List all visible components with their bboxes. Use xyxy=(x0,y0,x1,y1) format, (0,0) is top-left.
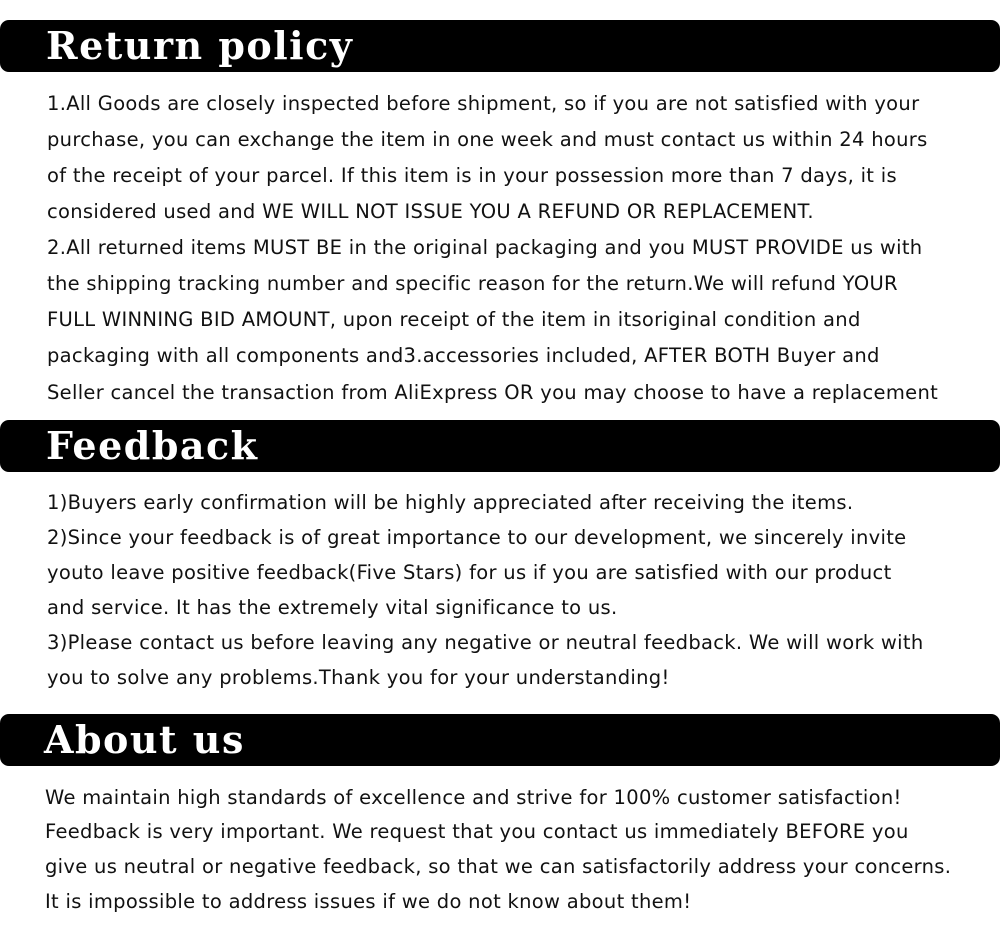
return-policy-line: Seller cancel the transaction from AliExpress OR you may choose to have a replacement xyxy=(47,381,939,404)
return-policy-line: FULL WINNING BID AMOUNT, upon receipt of the item in itsoriginal condition and xyxy=(47,308,861,331)
return-policy-line: purchase, you can exchange the item in one week and must contact us within 24 hours xyxy=(47,128,928,151)
about-us-line: We maintain high standards of excellence and strive for 100% customer satisfaction! xyxy=(45,786,902,809)
about-us-line: It is impossible to address issues if we do not know about them! xyxy=(45,890,692,913)
return-policy-title: Return policy xyxy=(46,23,354,68)
feedback-line: you to solve any problems.Thank you for your understanding! xyxy=(47,666,670,689)
feedback-line: 1)Buyers early confirmation will be highly appreciated after receiving the items. xyxy=(47,491,854,514)
return-policy-line: the shipping tracking number and specific reason for the return.We will refund YOUR xyxy=(47,272,898,295)
return-policy-line: considered used and WE WILL NOT ISSUE YOU A REFUND OR REPLACEMENT. xyxy=(47,200,814,223)
feedback-line: 3)Please contact us before leaving any negative or neutral feedback. We will work with xyxy=(47,631,924,654)
return-policy-line: of the receipt of your parcel. If this item is in your possession more than 7 days, it is xyxy=(47,164,897,187)
feedback-line: and service. It has the extremely vital significance to us. xyxy=(47,596,618,619)
return-policy-line: 2.All returned items MUST BE in the original packaging and you MUST PROVIDE us with xyxy=(47,236,923,259)
about-us-line: give us neutral or negative feedback, so that we can satisfactorily address your concerns. xyxy=(45,855,952,878)
about-us-title: About us xyxy=(44,717,245,762)
return-policy-line: 1.All Goods are closely inspected before shipment, so if you are not satisfied with your xyxy=(47,92,920,115)
about-us-line: Feedback is very important. We request that you contact us immediately BEFORE you xyxy=(45,820,909,843)
feedback-line: youto leave positive feedback(Five Stars) for us if you are satisfied with our product xyxy=(47,561,892,584)
feedback-line: 2)Since your feedback is of great importance to our development, we sincerely invite xyxy=(47,526,907,549)
about-us-banner xyxy=(0,714,1000,766)
feedback-title: Feedback xyxy=(46,423,259,468)
return-policy-banner xyxy=(0,20,1000,72)
return-policy-line: packaging with all components and3.accessories included, AFTER BOTH Buyer and xyxy=(47,344,880,367)
feedback-banner xyxy=(0,420,1000,472)
